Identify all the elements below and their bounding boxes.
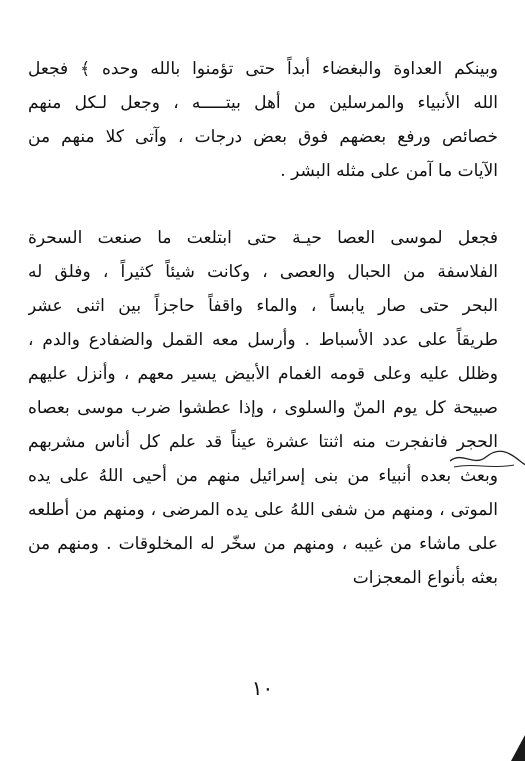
text-line: فجعل لموسى العصا حيـة حتى ابتلعت ما صنعت السحرة xyxy=(28,228,498,248)
text-line: الفلاسفة من الحبال والعصى ، وكانت شيئاً كثيراً ، وفلق له xyxy=(28,262,498,282)
text-line: الآيات ما آمن على مثله البشر . xyxy=(280,161,498,181)
paragraph-2 xyxy=(28,221,498,595)
text-line: الموتى ، ومنهم من شفى اللهُ على يده المرضى ، ومنهم من أطلعه xyxy=(28,500,498,520)
paragraph-1 xyxy=(28,52,498,188)
page-number: ١٠ xyxy=(251,676,274,700)
text-line: البحر حتى صار يابساً ، والماء واقفاً حاجزاً بين اثنى عشر xyxy=(28,296,498,316)
page-corner-shadow xyxy=(505,735,525,761)
text-line: وظلل عليه وعلى قومه الغمام الأبيض يسير معهم ، وأنزل عليهم xyxy=(28,364,498,384)
text-line: بعثه بأنواع المعجزات xyxy=(352,568,498,588)
text-line: على ماشاء من غيبه ، ومنهم من سخّر له المخلوقات . ومنهم من xyxy=(28,534,498,554)
text-line: الحجر فانفجرت منه اثنتا عشرة عيناً قد علم كل أناس مشربهم xyxy=(28,432,498,452)
text-line: صبيحة كل يوم المنّ والسلوى ، وإذا عطشوا ضرب موسى بعصاه xyxy=(28,398,498,418)
text-line: وبعث بعده أنبياء من بنى إسرائيل منهم من أحيى اللهُ على يده xyxy=(28,466,498,486)
handwritten-underline-mark xyxy=(448,447,525,471)
text-line: خصائص ورفع بعضهم فوق بعض درجات ، وآتى كلا منهم من xyxy=(28,127,498,147)
text-line: وبينكم العداوة والبغضاء أبداً حتى تؤمنوا بالله وحده ﴾ فجعل xyxy=(28,59,498,79)
text-line: طريقاً على عدد الأسباط . وأرسل معه القمل والضفادع والدم ، xyxy=(28,330,498,350)
text-line: الله الأنبياء والمرسلين من أهل بيتـــــه ، وجعل لـكل منهم xyxy=(28,93,498,113)
